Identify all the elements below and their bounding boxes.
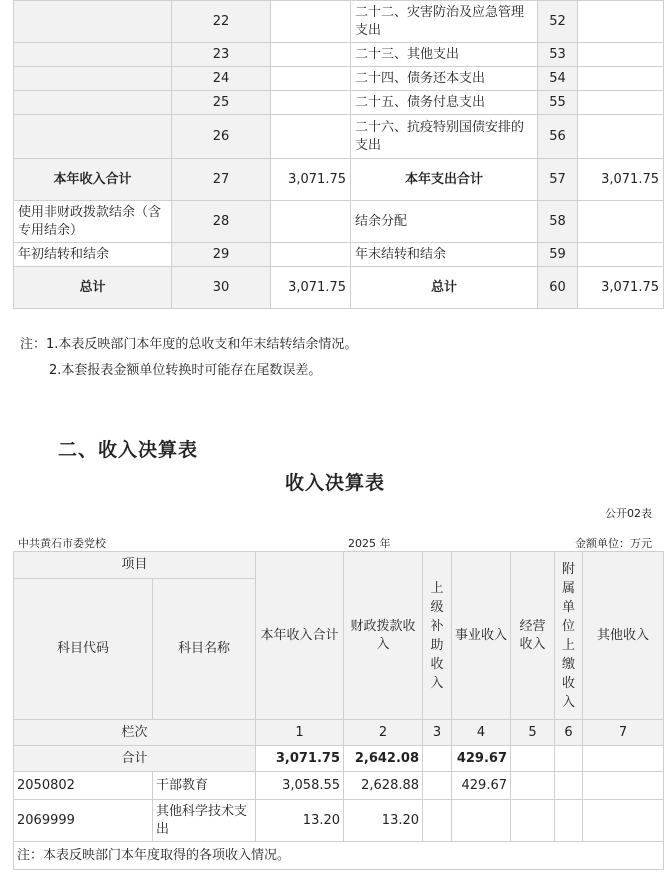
operating-value bbox=[511, 800, 555, 842]
left-amount: 3,071.75 bbox=[271, 267, 351, 309]
business-value bbox=[452, 800, 511, 842]
table-row bbox=[14, 800, 664, 842]
fiscal-value: 13.20 bbox=[344, 800, 423, 842]
left-line-number: 24 bbox=[172, 67, 271, 91]
table-row bbox=[14, 43, 664, 67]
left-item bbox=[14, 91, 172, 115]
right-item: 二十三、其他支出 bbox=[351, 43, 538, 67]
income-final-accounts-table bbox=[13, 551, 664, 870]
left-line-number: 30 bbox=[172, 267, 271, 309]
left-amount bbox=[271, 91, 351, 115]
total-row bbox=[14, 746, 664, 772]
header-fiscal-appropriation: 财政拨款收入 bbox=[344, 552, 423, 720]
income-expense-summary-table bbox=[13, 0, 664, 309]
right-line-number: 55 bbox=[538, 91, 578, 115]
left-line-number: 26 bbox=[172, 115, 271, 159]
other-value bbox=[583, 800, 664, 842]
header-affiliated-unit-income: 附属单位上缴收入 bbox=[555, 552, 583, 720]
left-item: 使用非财政拨款结余（含专用结余） bbox=[14, 201, 172, 243]
left-item: 总计 bbox=[14, 267, 172, 309]
right-line-number: 56 bbox=[538, 115, 578, 159]
right-line-number: 54 bbox=[538, 67, 578, 91]
superior-value bbox=[423, 772, 452, 800]
table-row bbox=[14, 1, 664, 43]
column-number: 6 bbox=[555, 720, 583, 746]
table-row bbox=[14, 91, 664, 115]
business-value: 429.67 bbox=[452, 772, 511, 800]
column-label: 栏次 bbox=[14, 720, 256, 746]
left-amount: 3,071.75 bbox=[271, 159, 351, 201]
right-amount bbox=[578, 43, 664, 67]
header-business-income: 事业收入 bbox=[452, 552, 511, 720]
table-row bbox=[14, 115, 664, 159]
left-line-number: 23 bbox=[172, 43, 271, 67]
header-project: 项目 bbox=[14, 552, 256, 579]
header-subject-name: 科目名称 bbox=[153, 579, 256, 720]
right-line-number: 57 bbox=[538, 159, 578, 201]
total-superior-value bbox=[423, 746, 452, 772]
table-row bbox=[14, 159, 664, 201]
column-number: 3 bbox=[423, 720, 452, 746]
table-title: 收入决算表 bbox=[284, 472, 385, 494]
org-name: 中共黄石市委党校 bbox=[18, 537, 106, 550]
right-item: 二十二、灾害防治及应急管理支出 bbox=[351, 1, 538, 43]
right-item: 本年支出合计 bbox=[351, 159, 538, 201]
right-line-number: 53 bbox=[538, 43, 578, 67]
right-item: 结余分配 bbox=[351, 201, 538, 243]
header-total-income: 本年收入合计 bbox=[256, 552, 344, 720]
right-item: 二十六、抗疫特别国债安排的支出 bbox=[351, 115, 538, 159]
subject-code: 2050802 bbox=[14, 772, 153, 800]
table-row bbox=[14, 201, 664, 243]
column-number: 5 bbox=[511, 720, 555, 746]
right-amount bbox=[578, 67, 664, 91]
other-value bbox=[583, 772, 664, 800]
section-heading: 二、收入决算表 bbox=[58, 439, 199, 461]
table-row bbox=[14, 243, 664, 267]
fiscal-value: 2,628.88 bbox=[344, 772, 423, 800]
table1-note-2: 2.本套报表金额单位转换时可能存在尾数误差。 bbox=[49, 363, 322, 378]
right-amount bbox=[578, 1, 664, 43]
total-fiscal-value: 2,642.08 bbox=[344, 746, 423, 772]
total-other-value bbox=[583, 746, 664, 772]
superior-value bbox=[423, 800, 452, 842]
right-amount bbox=[578, 243, 664, 267]
left-item: 年初结转和结余 bbox=[14, 243, 172, 267]
total-business-value: 429.67 bbox=[452, 746, 511, 772]
header-row bbox=[14, 552, 664, 579]
right-amount bbox=[578, 115, 664, 159]
left-item bbox=[14, 1, 172, 43]
subject-code: 2069999 bbox=[14, 800, 153, 842]
column-number: 4 bbox=[452, 720, 511, 746]
amount-unit: 金额单位：万元 bbox=[575, 537, 652, 550]
total-affiliated-value bbox=[555, 746, 583, 772]
left-item bbox=[14, 43, 172, 67]
right-amount: 3,071.75 bbox=[578, 267, 664, 309]
left-line-number: 28 bbox=[172, 201, 271, 243]
left-amount bbox=[271, 1, 351, 43]
right-amount bbox=[578, 91, 664, 115]
right-amount bbox=[578, 201, 664, 243]
total-income-value: 3,058.55 bbox=[256, 772, 344, 800]
subject-name: 干部教育 bbox=[153, 772, 256, 800]
right-item: 二十四、债务还本支出 bbox=[351, 67, 538, 91]
right-item: 二十五、债务付息支出 bbox=[351, 91, 538, 115]
total-label: 合计 bbox=[14, 746, 256, 772]
header-other-income: 其他收入 bbox=[583, 552, 664, 720]
table2-note: 注：本表反映部门本年度取得的各项收入情况。 bbox=[14, 842, 664, 870]
left-item bbox=[14, 115, 172, 159]
left-line-number: 25 bbox=[172, 91, 271, 115]
right-item: 总计 bbox=[351, 267, 538, 309]
total-income-value: 13.20 bbox=[256, 800, 344, 842]
column-number: 1 bbox=[256, 720, 344, 746]
left-line-number: 29 bbox=[172, 243, 271, 267]
affiliated-value bbox=[555, 800, 583, 842]
left-item: 本年收入合计 bbox=[14, 159, 172, 201]
table-row bbox=[14, 267, 664, 309]
column-number: 7 bbox=[583, 720, 664, 746]
report-year: 2025 年 bbox=[348, 537, 391, 550]
left-amount bbox=[271, 201, 351, 243]
header-subject-code: 科目代码 bbox=[14, 579, 153, 720]
left-amount bbox=[271, 67, 351, 91]
note-row bbox=[14, 842, 664, 870]
right-amount: 3,071.75 bbox=[578, 159, 664, 201]
column-number: 2 bbox=[344, 720, 423, 746]
total-income-value: 3,071.75 bbox=[256, 746, 344, 772]
header-superior-subsidy: 上级补助收入 bbox=[423, 552, 452, 720]
left-line-number: 27 bbox=[172, 159, 271, 201]
subject-name: 其他科学技术支出 bbox=[153, 800, 256, 842]
header-operating-income: 经营收入 bbox=[511, 552, 555, 720]
table1-note-1: 注：1.本表反映部门本年度的总收支和年末结转结余情况。 bbox=[20, 337, 358, 352]
left-amount bbox=[271, 43, 351, 67]
affiliated-value bbox=[555, 772, 583, 800]
column-number-row bbox=[14, 720, 664, 746]
total-operating-value bbox=[511, 746, 555, 772]
table-row bbox=[14, 772, 664, 800]
right-line-number: 58 bbox=[538, 201, 578, 243]
left-amount bbox=[271, 243, 351, 267]
right-line-number: 60 bbox=[538, 267, 578, 309]
right-item: 年末结转和结余 bbox=[351, 243, 538, 267]
table-row bbox=[14, 67, 664, 91]
right-line-number: 52 bbox=[538, 1, 578, 43]
left-amount bbox=[271, 115, 351, 159]
operating-value bbox=[511, 772, 555, 800]
left-item bbox=[14, 67, 172, 91]
public-table-code: 公开02表 bbox=[605, 507, 652, 520]
left-line-number: 22 bbox=[172, 1, 271, 43]
right-line-number: 59 bbox=[538, 243, 578, 267]
